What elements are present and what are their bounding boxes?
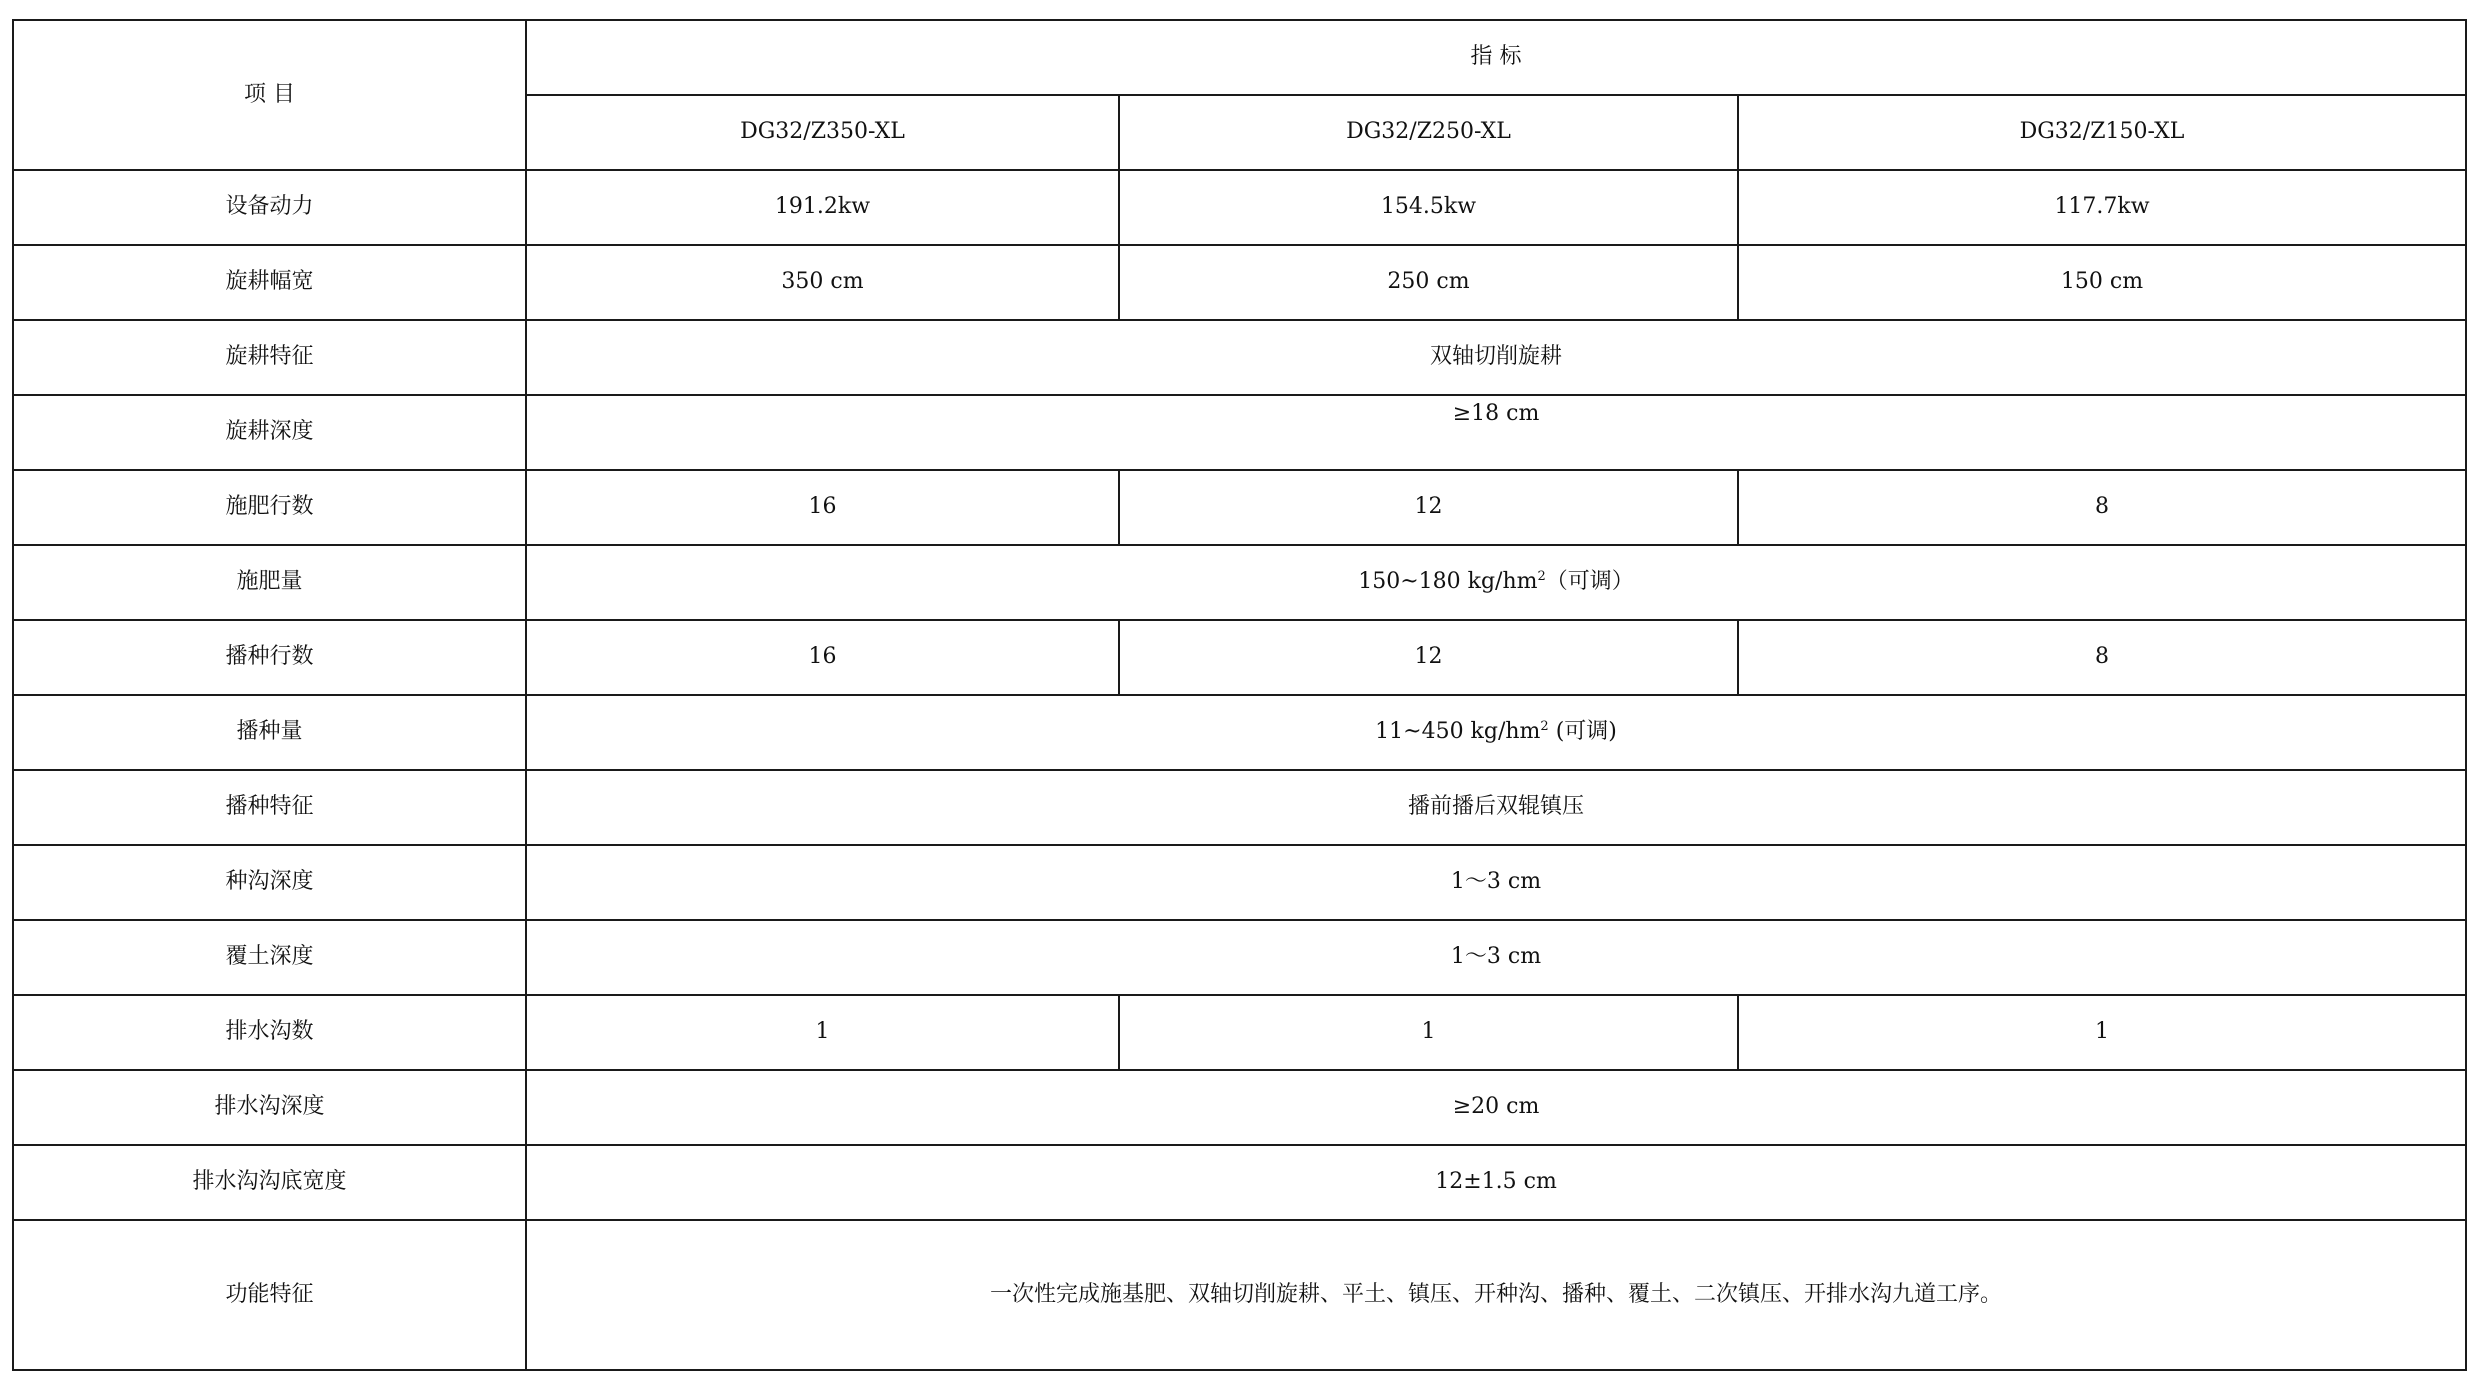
table-cell: 350 cm [526, 245, 1119, 320]
row-label: 排水沟沟底宽度 [13, 1145, 526, 1220]
table-row [13, 320, 2466, 395]
model-header: DG32/Z250-XL [1119, 95, 1738, 170]
table-cell: 12 [1119, 470, 1738, 545]
table-cell: 1 [526, 995, 1119, 1070]
merged-cell: 1～3 cm [526, 845, 2466, 920]
value-text: 150~180 kg/hm [1358, 569, 1538, 595]
merged-cell: 12±1.5 cm [526, 1145, 2466, 1220]
row-label: 设备动力 [13, 170, 526, 245]
value-suffix: (可调) [1548, 719, 1617, 745]
merged-cell: 播前播后双辊镇压 [526, 770, 2466, 845]
merged-cell: 一次性完成施基肥、双轴切削旋耕、平土、镇压、开种沟、播种、覆土、二次镇压、开排水沟九道工序。 [526, 1220, 2466, 1370]
table-cell: 8 [1738, 620, 2466, 695]
row-label: 覆土深度 [13, 920, 526, 995]
table-cell: 1 [1738, 995, 2466, 1070]
row-label: 排水沟数 [13, 995, 526, 1070]
row-label: 排水沟深度 [13, 1070, 526, 1145]
row-label: 播种行数 [13, 620, 526, 695]
table-row [13, 1070, 2466, 1145]
row-label: 施肥行数 [13, 470, 526, 545]
table-cell: 150 cm [1738, 245, 2466, 320]
table-cell: 1 [1119, 995, 1738, 1070]
merged-cell [526, 395, 2466, 470]
merged-cell: ≥20 cm [526, 1070, 2466, 1145]
merged-cell [526, 545, 2466, 620]
table-cell: 250 cm [1119, 245, 1738, 320]
merged-cell-text: ≥18 cm [1452, 401, 1540, 427]
value-suffix: （可调） [1545, 569, 1634, 595]
row-label: 种沟深度 [13, 845, 526, 920]
superscript: 2 [1540, 719, 1549, 735]
table-row [13, 1220, 2466, 1370]
table-row [13, 995, 2466, 1070]
item-header: 项 目 [13, 20, 526, 170]
row-label: 旋耕深度 [13, 395, 526, 470]
row-label: 施肥量 [13, 545, 526, 620]
merged-cell [526, 695, 2466, 770]
superscript: 2 [1537, 569, 1546, 585]
spec-table [12, 19, 2467, 1371]
row-label: 旋耕特征 [13, 320, 526, 395]
model-header: DG32/Z350-XL [526, 95, 1119, 170]
table-row [13, 245, 2466, 320]
table-row [13, 770, 2466, 845]
table-cell: 117.7kw [1738, 170, 2466, 245]
merged-cell: 双轴切削旋耕 [526, 320, 2466, 395]
table-cell: 191.2kw [526, 170, 1119, 245]
index-header: 指 标 [526, 20, 2466, 95]
table-row [13, 920, 2466, 995]
merged-cell: 1～3 cm [526, 920, 2466, 995]
row-label: 播种量 [13, 695, 526, 770]
row-label: 旋耕幅宽 [13, 245, 526, 320]
table-row [13, 395, 2466, 470]
table-row [13, 545, 2466, 620]
model-header: DG32/Z150-XL [1738, 95, 2466, 170]
table-row [13, 470, 2466, 545]
table-row [13, 695, 2466, 770]
table-cell: 16 [526, 620, 1119, 695]
table-row [13, 1145, 2466, 1220]
table-cell: 12 [1119, 620, 1738, 695]
table-row [13, 170, 2466, 245]
value-text: 11~450 kg/hm [1375, 719, 1541, 745]
table-cell: 16 [526, 470, 1119, 545]
table-cell: 8 [1738, 470, 2466, 545]
table-row [13, 845, 2466, 920]
row-label: 功能特征 [13, 1220, 526, 1370]
table-cell: 154.5kw [1119, 170, 1738, 245]
table-row [13, 620, 2466, 695]
header-row-1 [13, 20, 2466, 95]
row-label: 播种特征 [13, 770, 526, 845]
